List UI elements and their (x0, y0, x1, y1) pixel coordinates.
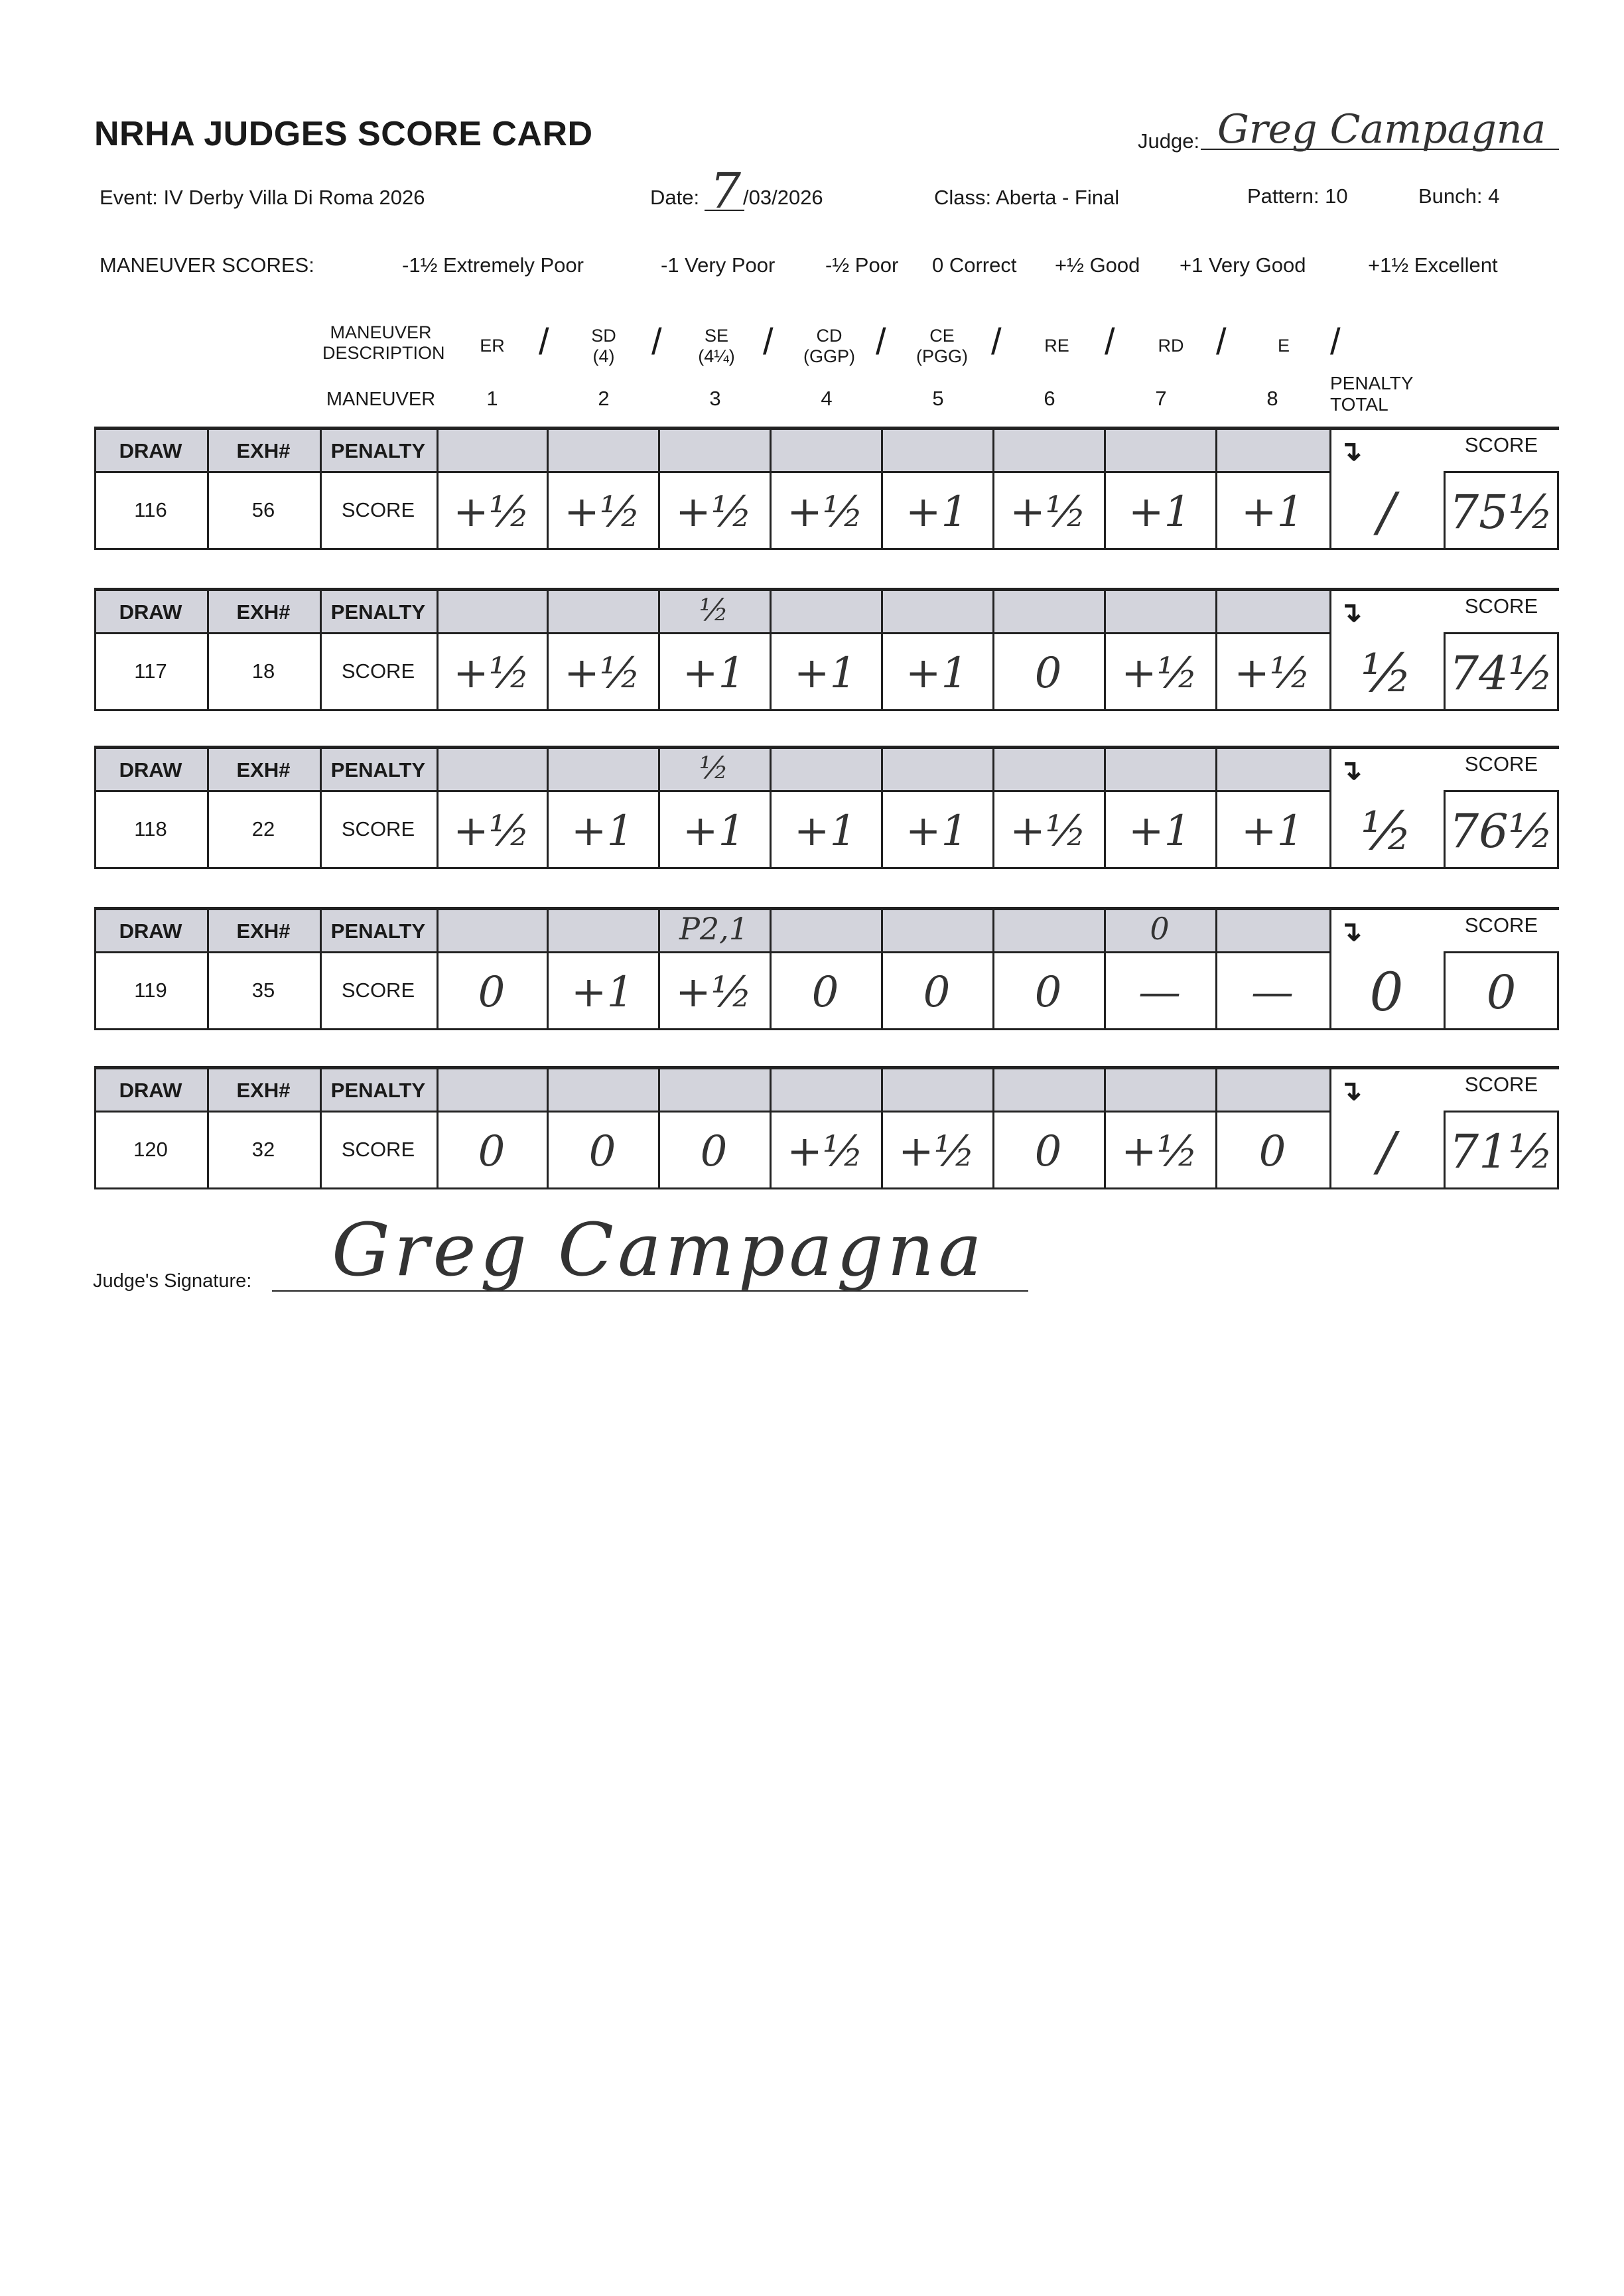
draw-header: DRAW (119, 919, 182, 943)
table-row (94, 1066, 1559, 1192)
penalty-mark: ½ (699, 592, 729, 628)
maneuver-number: 5 (932, 387, 944, 410)
maneuver-score: 0 (1034, 968, 1062, 1017)
total-score: 76½ (1449, 804, 1554, 858)
maneuver-score: +½ (1010, 807, 1087, 856)
maneuver-score: +1 (571, 807, 634, 856)
legend-item: 0 Correct (932, 253, 1017, 277)
maneuver-score: +½ (1010, 488, 1087, 537)
separator: / (991, 320, 1002, 362)
event-info: Event: IV Derby Villa Di Roma 2026 (100, 186, 425, 209)
maneuver-score: +½ (675, 488, 752, 537)
legend-item: -½ Poor (825, 253, 899, 277)
score-row-label: SCORE (341, 498, 415, 521)
score-column-header: SCORE (1464, 433, 1538, 456)
exhibitor-number: 35 (251, 979, 275, 1002)
legend-item: +1 Very Good (1180, 253, 1306, 277)
maneuver-number: 6 (1044, 387, 1055, 410)
penalty-header: PENALTY (330, 919, 426, 943)
arrow-down-icon: ↴ (1339, 596, 1363, 628)
maneuver-score: +1 (1128, 807, 1191, 856)
maneuver-desc-4: CD (GGP) (803, 326, 855, 367)
separator: / (1216, 320, 1227, 362)
maneuver-score: +½ (675, 968, 752, 1017)
score-column-header: SCORE (1464, 1073, 1538, 1096)
score-column-header: SCORE (1464, 913, 1538, 937)
judge-signature: Greg Campagna (332, 1207, 986, 1292)
score-row-label: SCORE (341, 1138, 415, 1161)
maneuver-number: 2 (598, 387, 610, 410)
maneuver-score: +1 (1241, 807, 1304, 856)
maneuver-score: 0 (1034, 1127, 1062, 1176)
date-rest: /03/2026 (743, 186, 823, 209)
maneuver-score: 0 (478, 1127, 506, 1176)
maneuver-number: 3 (709, 387, 721, 410)
arrow-down-icon: ↴ (1339, 754, 1363, 785)
separator: / (1105, 320, 1115, 362)
exh-header: EXH# (236, 758, 291, 781)
maneuver-score: +½ (1121, 1127, 1198, 1176)
draw-header: DRAW (119, 439, 182, 462)
total-score: 75½ (1449, 485, 1554, 539)
maneuver-score: 0 (700, 1127, 728, 1176)
maneuver-score: +1 (905, 649, 969, 698)
separator: / (763, 320, 774, 362)
penalty-header: PENALTY (330, 1079, 426, 1102)
penalty-mark: P2,1 (679, 911, 749, 947)
maneuver-score: +½ (1234, 649, 1311, 698)
maneuver-score: +½ (1121, 649, 1198, 698)
table-row (94, 427, 1559, 553)
arrow-down-icon: ↴ (1339, 435, 1363, 466)
maneuver-score: 0 (923, 968, 951, 1017)
penalty-total: 0 (1369, 961, 1404, 1023)
maneuver-score: +½ (564, 649, 641, 698)
score-row-label: SCORE (341, 979, 415, 1002)
draw-number: 120 (133, 1138, 168, 1161)
maneuver-desc-1: ER (480, 336, 505, 356)
penalty-total: / (1377, 481, 1396, 543)
table-row (94, 588, 1559, 714)
maneuver-score: +1 (682, 807, 746, 856)
penalty-mark: 0 (1150, 911, 1170, 947)
maneuver-score: +½ (787, 488, 864, 537)
maneuver-score: 0 (588, 1127, 616, 1176)
legend-item: +1½ Excellent (1368, 253, 1498, 277)
maneuver-score: +1 (793, 807, 857, 856)
score-row-label: SCORE (341, 659, 415, 683)
exh-header: EXH# (236, 439, 291, 462)
maneuver-number: 4 (821, 387, 833, 410)
maneuver-number: 8 (1266, 387, 1278, 410)
maneuver-number: 7 (1155, 387, 1167, 410)
arrow-down-icon: ↴ (1339, 915, 1363, 947)
bunch-info: Bunch: 4 (1418, 184, 1500, 208)
maneuver-score: +½ (453, 807, 530, 856)
score-row-label: SCORE (341, 817, 415, 841)
maneuver-number: 1 (486, 387, 498, 410)
score-column-header: SCORE (1464, 752, 1538, 776)
separator: / (539, 320, 549, 362)
judge-label: Judge: (1138, 129, 1200, 153)
exh-header: EXH# (236, 919, 291, 943)
draw-header: DRAW (119, 758, 182, 781)
draw-header: DRAW (119, 1079, 182, 1102)
penalty-total: / (1377, 1120, 1396, 1182)
maneuver-score: +1 (1128, 488, 1191, 537)
maneuver-score: +½ (787, 1127, 864, 1176)
signature-label: Judge's Signature: (93, 1270, 252, 1292)
exh-header: EXH# (236, 1079, 291, 1102)
maneuver-score: +1 (905, 807, 969, 856)
exh-header: EXH# (236, 600, 291, 624)
maneuver-desc-5: CE (PGG) (916, 326, 968, 367)
maneuver-score: 0 (1034, 649, 1062, 698)
maneuver-score: 0 (811, 968, 839, 1017)
penalty-total-label: PENALTY TOTAL (1330, 373, 1414, 415)
maneuver-score: +1 (682, 649, 746, 698)
maneuver-score: +1 (905, 488, 969, 537)
maneuver-desc-8: E (1277, 336, 1290, 356)
maneuver-score: +1 (1241, 488, 1304, 537)
separator: / (1330, 320, 1341, 362)
maneuver-description-label: MANEUVER DESCRIPTION (322, 322, 445, 364)
maneuver-score: — (1251, 968, 1294, 1017)
maneuver-scores-label: MANEUVER SCORES: (100, 253, 314, 277)
maneuver-desc-6: RE (1044, 336, 1069, 356)
total-score: 71½ (1449, 1124, 1554, 1179)
exhibitor-number: 18 (251, 659, 275, 683)
penalty-header: PENALTY (330, 758, 426, 781)
penalty-total: ½ (1361, 642, 1412, 704)
judge-name: Greg Campagna (1217, 106, 1546, 153)
draw-number: 117 (134, 659, 167, 683)
pattern-info: Pattern: 10 (1247, 184, 1348, 208)
total-score: 74½ (1449, 646, 1554, 701)
maneuver-score: +1 (793, 649, 857, 698)
maneuver-label: MANEUVER (326, 389, 436, 410)
maneuver-score: 0 (1258, 1127, 1286, 1176)
separator: / (651, 320, 662, 362)
maneuver-desc-3: SE (4¼) (698, 326, 735, 367)
arrow-down-icon: ↴ (1339, 1075, 1363, 1106)
draw-number: 118 (134, 817, 167, 841)
total-score: 0 (1486, 965, 1517, 1020)
date-label: Date: (650, 186, 700, 209)
table-row (94, 907, 1559, 1033)
maneuver-score: +½ (453, 649, 530, 698)
penalty-mark: ½ (699, 750, 729, 785)
date-day: 7 (710, 163, 742, 220)
class-info: Class: Aberta - Final (934, 186, 1120, 209)
table-row (94, 746, 1559, 872)
penalty-total: ½ (1361, 800, 1412, 862)
maneuver-score: +½ (564, 488, 641, 537)
maneuver-score: +½ (898, 1127, 975, 1176)
maneuver-score: +½ (453, 488, 530, 537)
separator: / (876, 320, 886, 362)
penalty-header: PENALTY (330, 439, 426, 462)
maneuver-score: — (1138, 968, 1181, 1017)
penalty-header: PENALTY (330, 600, 426, 624)
maneuver-desc-7: RD (1158, 336, 1184, 356)
score-column-header: SCORE (1464, 594, 1538, 618)
draw-number: 116 (134, 498, 167, 521)
card-title: NRHA JUDGES SCORE CARD (94, 115, 593, 153)
draw-header: DRAW (119, 600, 182, 624)
maneuver-score: +1 (571, 968, 634, 1017)
maneuver-score: 0 (478, 968, 506, 1017)
maneuver-desc-2: SD (4) (591, 326, 616, 367)
exhibitor-number: 32 (251, 1138, 275, 1161)
exhibitor-number: 22 (251, 817, 275, 841)
legend-item: -1 Very Poor (661, 253, 776, 277)
legend-item: +½ Good (1055, 253, 1140, 277)
exhibitor-number: 56 (251, 498, 275, 521)
draw-number: 119 (134, 979, 167, 1002)
legend-item: -1½ Extremely Poor (402, 253, 584, 277)
